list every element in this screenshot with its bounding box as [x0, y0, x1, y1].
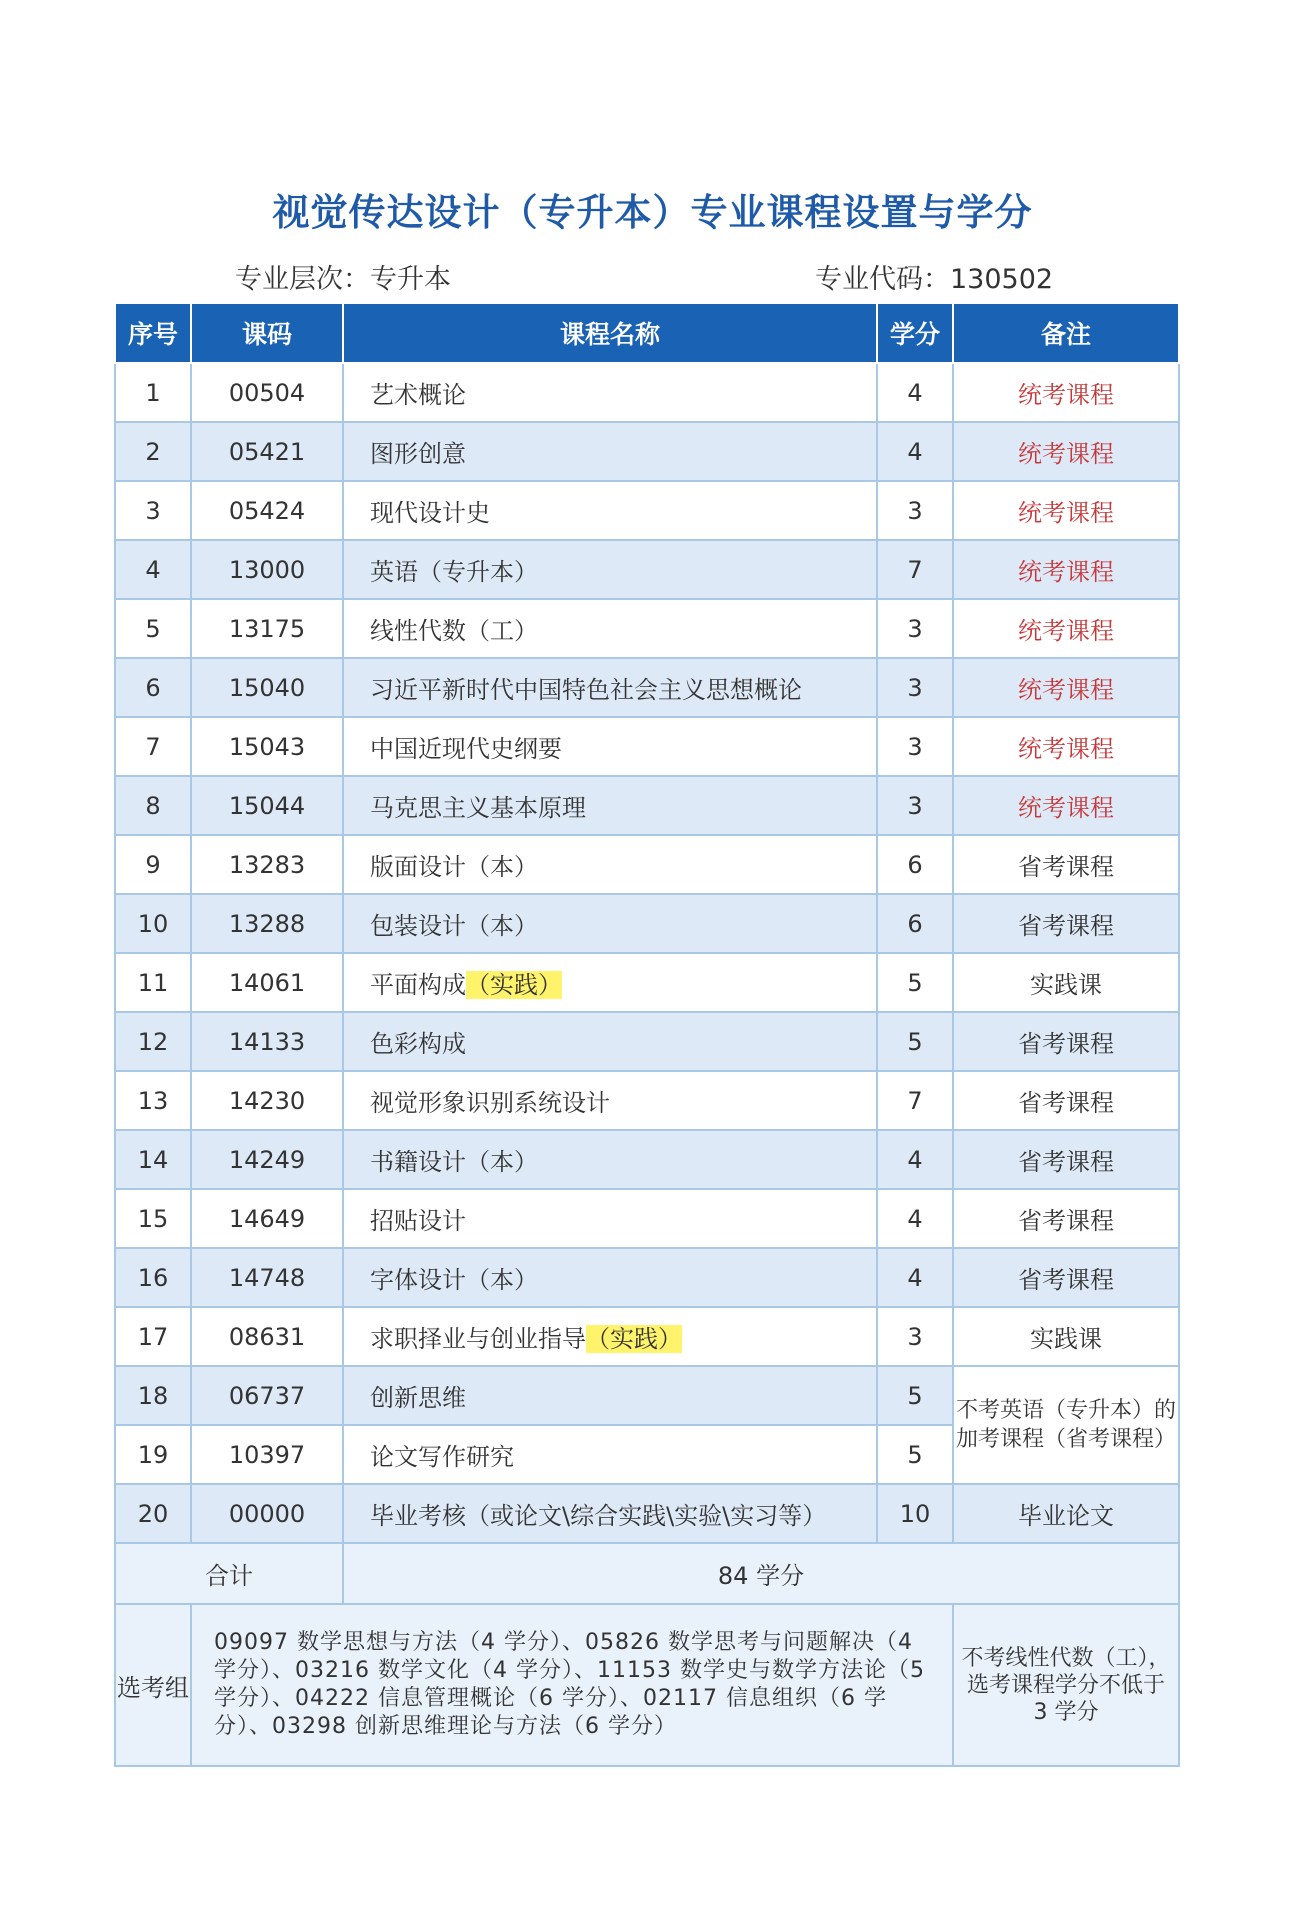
table-row: [115, 1012, 1179, 1071]
cell-seq: 6: [115, 658, 191, 717]
cell-credit: 3: [877, 776, 953, 835]
cell-name: 版面设计（本）: [343, 835, 877, 894]
table-row: [115, 422, 1179, 481]
cell-name: 毕业考核（或论文\综合实践\实验\实习等）: [343, 1484, 877, 1543]
cell-credit: 5: [877, 1366, 953, 1425]
cell-name: 现代设计史: [343, 481, 877, 540]
table-row: [115, 1248, 1179, 1307]
cell-name: [343, 1307, 877, 1366]
cell-seq: 20: [115, 1484, 191, 1543]
cell-credit: 3: [877, 1307, 953, 1366]
cell-credit: 4: [877, 1248, 953, 1307]
cell-note: 统考课程: [953, 776, 1179, 835]
cell-note: 省考课程: [953, 1248, 1179, 1307]
table-row: [115, 481, 1179, 540]
cell-code: 14748: [191, 1248, 343, 1307]
cell-code: 13000: [191, 540, 343, 599]
cell-note: 统考课程: [953, 658, 1179, 717]
cell-code: 10397: [191, 1425, 343, 1484]
table-row: [115, 894, 1179, 953]
cell-seq: 9: [115, 835, 191, 894]
cell-name: 视觉形象识别系统设计: [343, 1071, 877, 1130]
cell-note: 统考课程: [953, 540, 1179, 599]
cell-note: 省考课程: [953, 894, 1179, 953]
cell-note: 毕业论文: [953, 1484, 1179, 1543]
cell-code: 13288: [191, 894, 343, 953]
table-row: [115, 540, 1179, 599]
cell-note-merged: 不考英语（专升本）的加考课程（省考课程）: [953, 1366, 1179, 1484]
cell-credit: 3: [877, 481, 953, 540]
total-label: 合计: [115, 1543, 343, 1604]
cell-note: 省考课程: [953, 835, 1179, 894]
cell-credit: 3: [877, 599, 953, 658]
cell-code: 15040: [191, 658, 343, 717]
header-name: 课程名称: [343, 303, 877, 363]
cell-note: 统考课程: [953, 363, 1179, 422]
cell-code: 00000: [191, 1484, 343, 1543]
cell-credit: 3: [877, 658, 953, 717]
cell-code: 13283: [191, 835, 343, 894]
table-row: [115, 658, 1179, 717]
cell-seq: 11: [115, 953, 191, 1012]
cell-name: 艺术概论: [343, 363, 877, 422]
cell-credit: 6: [877, 894, 953, 953]
cell-note: 省考课程: [953, 1130, 1179, 1189]
cell-name: 书籍设计（本）: [343, 1130, 877, 1189]
cell-seq: 19: [115, 1425, 191, 1484]
cell-seq: 1: [115, 363, 191, 422]
cell-seq: 10: [115, 894, 191, 953]
table-row: [115, 1484, 1179, 1543]
cell-seq: 5: [115, 599, 191, 658]
table-row: [115, 776, 1179, 835]
cell-seq: 2: [115, 422, 191, 481]
cell-seq: 18: [115, 1366, 191, 1425]
cell-name: 马克思主义基本原理: [343, 776, 877, 835]
cell-seq: 15: [115, 1189, 191, 1248]
cell-code: 14249: [191, 1130, 343, 1189]
elective-row: [115, 1604, 1179, 1766]
cell-code: 05424: [191, 481, 343, 540]
cell-note: 省考课程: [953, 1071, 1179, 1130]
cell-credit: 7: [877, 1071, 953, 1130]
cell-credit: 4: [877, 363, 953, 422]
cell-code: 06737: [191, 1366, 343, 1425]
practice-highlight: （实践）: [466, 971, 562, 999]
table-row: [115, 1366, 1179, 1425]
cell-note: 统考课程: [953, 422, 1179, 481]
cell-seq: 7: [115, 717, 191, 776]
total-row: [115, 1543, 1179, 1604]
cell-credit: 7: [877, 540, 953, 599]
cell-name: 图形创意: [343, 422, 877, 481]
cell-code: 15044: [191, 776, 343, 835]
table-row: [115, 1307, 1179, 1366]
major-code: 专业代码：130502: [815, 264, 1054, 295]
course-name-text: 求职择业与创业指导: [370, 1325, 586, 1353]
cell-note: 统考课程: [953, 599, 1179, 658]
cell-name: 字体设计（本）: [343, 1248, 877, 1307]
table-row: [115, 717, 1179, 776]
cell-seq: 14: [115, 1130, 191, 1189]
cell-credit: 5: [877, 953, 953, 1012]
cell-seq: 12: [115, 1012, 191, 1071]
cell-code: 14649: [191, 1189, 343, 1248]
cell-code: 05421: [191, 422, 343, 481]
cell-code: 08631: [191, 1307, 343, 1366]
cell-name: 论文写作研究: [343, 1425, 877, 1484]
major-level: 专业层次：专升本: [235, 264, 451, 295]
cell-seq: 13: [115, 1071, 191, 1130]
header-code: 课码: [191, 303, 343, 363]
cell-credit: 6: [877, 835, 953, 894]
cell-credit: 3: [877, 717, 953, 776]
cell-credit: 4: [877, 1189, 953, 1248]
cell-name: 包装设计（本）: [343, 894, 877, 953]
cell-credit: 10: [877, 1484, 953, 1543]
cell-note: 统考课程: [953, 717, 1179, 776]
cell-code: 14061: [191, 953, 343, 1012]
cell-credit: 5: [877, 1425, 953, 1484]
header-credit: 学分: [877, 303, 953, 363]
cell-credit: 4: [877, 422, 953, 481]
cell-code: 14133: [191, 1012, 343, 1071]
cell-name: 色彩构成: [343, 1012, 877, 1071]
header-note: 备注: [953, 303, 1179, 363]
table-row: [115, 1130, 1179, 1189]
cell-code: 00504: [191, 363, 343, 422]
header-seq: 序号: [115, 303, 191, 363]
elective-note: 不考线性代数（工），选考课程学分不低于 3 学分: [953, 1604, 1179, 1766]
course-name-text: 平面构成: [370, 971, 466, 999]
cell-seq: 3: [115, 481, 191, 540]
cell-credit: 4: [877, 1130, 953, 1189]
table-row: [115, 599, 1179, 658]
cell-code: 13175: [191, 599, 343, 658]
table-row: [115, 363, 1179, 422]
cell-name: 中国近现代史纲要: [343, 717, 877, 776]
cell-name: 招贴设计: [343, 1189, 877, 1248]
cell-name: 创新思维: [343, 1366, 877, 1425]
table-row: [115, 1071, 1179, 1130]
cell-seq: 8: [115, 776, 191, 835]
cell-seq: 17: [115, 1307, 191, 1366]
course-table: [114, 302, 1180, 1767]
cell-name: 英语（专升本）: [343, 540, 877, 599]
cell-name: 线性代数（工）: [343, 599, 877, 658]
cell-credit: 5: [877, 1012, 953, 1071]
practice-highlight: （实践）: [586, 1325, 682, 1353]
cell-note: 实践课: [953, 1307, 1179, 1366]
cell-code: 14230: [191, 1071, 343, 1130]
table-row: [115, 1189, 1179, 1248]
page-title: 视觉传达设计（专升本）专业课程设置与学分: [272, 191, 1033, 234]
table-header-row: [115, 303, 1179, 363]
table-row: [115, 835, 1179, 894]
elective-courses: 09097 数学思想与方法（4 学分）、05826 数学思考与问题解决（4 学分）、03216 数学文化（4 学分）、11153 数学史与数学方法论（5 学分）、04222 信息管理概论（6 学分）、02117 信息组织（6 学分）、03298 创新思维理论与方法（6 学分）: [191, 1604, 953, 1766]
cell-name: [343, 953, 877, 1012]
cell-note: 实践课: [953, 953, 1179, 1012]
cell-note: 省考课程: [953, 1189, 1179, 1248]
total-value: 84 学分: [343, 1543, 1179, 1604]
cell-code: 15043: [191, 717, 343, 776]
cell-note: 统考课程: [953, 481, 1179, 540]
cell-note: 省考课程: [953, 1012, 1179, 1071]
table-row: [115, 953, 1179, 1012]
cell-seq: 4: [115, 540, 191, 599]
cell-name: 习近平新时代中国特色社会主义思想概论: [343, 658, 877, 717]
cell-seq: 16: [115, 1248, 191, 1307]
elective-label: 选考组: [115, 1604, 191, 1766]
